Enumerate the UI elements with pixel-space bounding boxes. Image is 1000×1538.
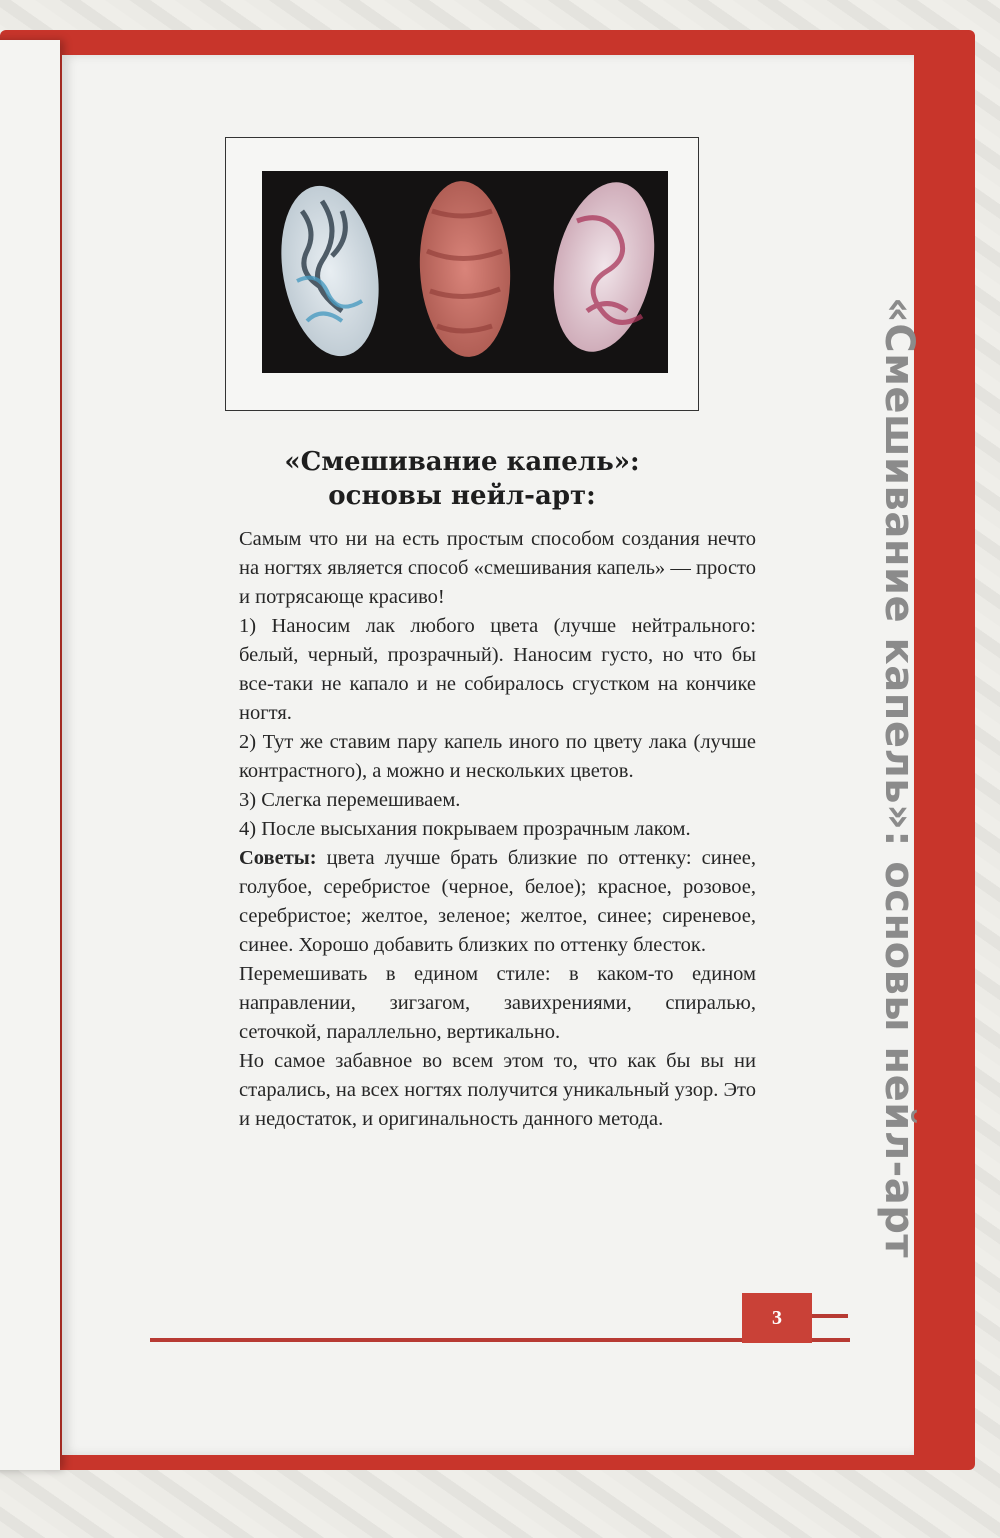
footer-rule-right xyxy=(812,1314,848,1318)
step-3: 3) Слегка перемешиваем. xyxy=(239,789,461,811)
photo-frame xyxy=(225,137,699,411)
step-2: 2) Тут же ставим пару капель иного по цвету лака (лучше контрастного), а можно и нескольких цветов. xyxy=(239,731,756,782)
nail-art-photo xyxy=(262,171,668,373)
book-page xyxy=(62,55,922,1455)
step-1: 1) Наносим лак любого цвета (лучше нейтрального: белый, черный, прозрачный). Наносим густо, но что бы все-таки не капало и не собиралось сгустком на кончике ногтя. xyxy=(239,615,756,724)
heading-line-1: «Смешивание капель»: xyxy=(284,447,640,477)
paragraph-conclusion: Но самое забавное во всем этом то, что как бы вы ни старались, на всех ногтях получится уникальный узор. Это и недостаток, и оригинальность данного метода. xyxy=(239,1050,756,1130)
paragraph-mixing-style: Перемешивать в едином стиле: в каком-то едином направлении, зигзагом, завихрениями, спиралью, сеточкой, параллельно, вертикально. xyxy=(239,963,756,1043)
left-page-edge xyxy=(0,40,60,1470)
paragraph-intro: Самым что ни на есть простым способом создания нечто на ногтях является способ «смешивания капель» — просто и потрясающе красиво! xyxy=(239,528,756,608)
tips-text: цвета лучше брать близкие по оттенку: синее, голубое, серебристое (черное, белое); красное, розовое, серебристое; желтое, зеленое; желтое, синее; сиреневое, синее. Хорошо добавить близких по оттенку блесток. xyxy=(239,847,756,956)
article-body xyxy=(239,525,756,1134)
article-heading xyxy=(222,445,702,513)
side-title-text: «Смешивание капель»: основы нейл-арт xyxy=(876,297,922,1259)
tips-paragraph xyxy=(239,844,756,960)
step-4: 4) После высыхания покрываем прозрачным лаком. xyxy=(239,818,691,840)
heading-line-2: основы нейл-арт: xyxy=(328,481,596,511)
page-number: 3 xyxy=(742,1293,812,1343)
tips-label: Советы: xyxy=(239,847,317,869)
side-title xyxy=(837,297,922,1259)
